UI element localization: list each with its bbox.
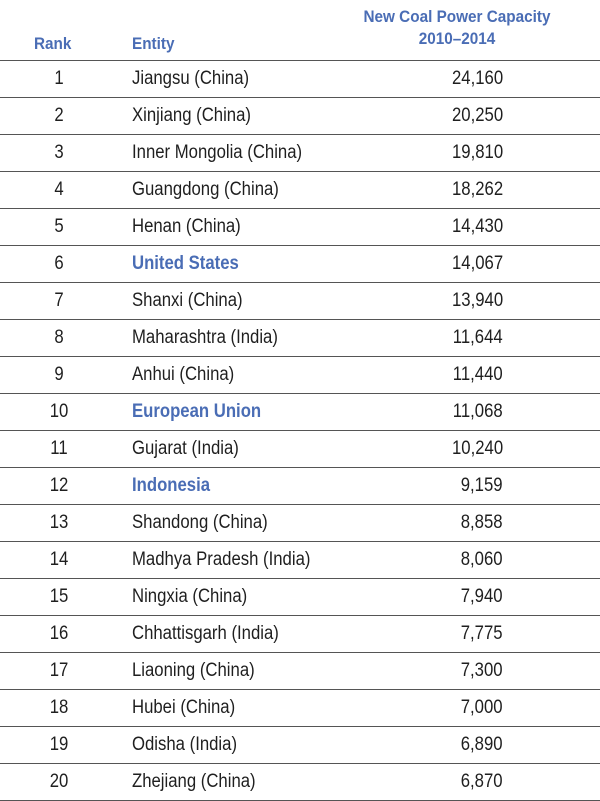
entity-cell: Madhya Pradesh (India)	[132, 549, 311, 570]
entity-cell: Liaoning (China)	[132, 660, 255, 681]
rank-cell: 8	[54, 327, 64, 348]
capacity-value-cell: 7,000	[461, 697, 503, 718]
rank-cell: 3	[54, 142, 64, 163]
rank-cell: 15	[49, 586, 69, 607]
table-row	[0, 245, 600, 282]
rank-cell: 17	[49, 660, 69, 681]
capacity-value-cell: 6,870	[461, 771, 503, 792]
table-row	[0, 97, 600, 134]
capacity-value-cell: 14,067	[451, 253, 503, 274]
entity-cell: Xinjiang (China)	[132, 105, 251, 126]
table-row	[0, 504, 600, 541]
capacity-value-cell: 24,160	[451, 68, 503, 89]
rank-cell: 7	[54, 290, 64, 311]
entity-cell: Guangdong (China)	[132, 179, 279, 200]
capacity-value-cell: 7,300	[461, 660, 503, 681]
rank-cell: 16	[49, 623, 69, 644]
capacity-value-cell: 11,644	[453, 327, 503, 348]
capacity-value-cell: 11,440	[453, 364, 503, 385]
table-row	[0, 393, 600, 430]
entity-cell: Ningxia (China)	[132, 586, 248, 607]
rank-cell: 1	[54, 68, 64, 89]
entity-cell: United States	[132, 253, 239, 274]
rank-cell: 13	[49, 512, 69, 533]
capacity-value-cell: 6,890	[461, 734, 503, 755]
capacity-value-cell: 19,810	[451, 142, 503, 163]
table-row	[0, 763, 600, 801]
entity-cell: Anhui (China)	[132, 364, 235, 385]
capacity-value-cell: 18,262	[451, 179, 503, 200]
entity-cell: Chhattisgarh (India)	[132, 623, 279, 644]
capacity-value-cell: 11,068	[453, 401, 503, 422]
table-row	[0, 356, 600, 393]
rank-cell: 6	[54, 253, 64, 274]
capacity-value-cell: 8,060	[461, 549, 503, 570]
capacity-value-cell: 10,240	[451, 438, 503, 459]
table-row	[0, 689, 600, 726]
capacity-header-line1: New Coal Power Capacity	[363, 7, 551, 26]
rank-cell: 19	[49, 734, 69, 755]
table-row	[0, 467, 600, 504]
rank-cell: 10	[49, 401, 69, 422]
table-row	[0, 282, 600, 319]
rank-column-header: Rank	[34, 34, 72, 53]
capacity-value-cell: 8,858	[461, 512, 503, 533]
rank-cell: 20	[49, 771, 69, 792]
table-row	[0, 60, 600, 97]
table-row	[0, 134, 600, 171]
table-row	[0, 319, 600, 356]
rank-cell: 4	[54, 179, 64, 200]
rank-cell: 9	[54, 364, 64, 385]
entity-cell: Indonesia	[132, 475, 211, 496]
capacity-header-line2: 2010–2014	[418, 29, 496, 48]
entity-cell: Inner Mongolia (China)	[132, 142, 303, 163]
table-row	[0, 578, 600, 615]
capacity-value-cell: 13,940	[451, 290, 503, 311]
capacity-value-cell: 7,775	[461, 623, 503, 644]
rank-cell: 2	[54, 105, 64, 126]
entity-cell: Gujarat (India)	[132, 438, 239, 459]
entity-cell: Zhejiang (China)	[132, 771, 256, 792]
entity-cell: Jiangsu (China)	[132, 68, 250, 89]
table-row	[0, 541, 600, 578]
table-body	[0, 60, 600, 801]
rank-cell: 11	[50, 438, 68, 459]
entity-cell: Shandong (China)	[132, 512, 268, 533]
capacity-value-cell: 9,159	[461, 475, 503, 496]
rank-cell: 18	[49, 697, 69, 718]
rank-cell: 12	[49, 475, 69, 496]
table-row	[0, 430, 600, 467]
rank-cell: 5	[54, 216, 64, 237]
rank-cell: 14	[49, 549, 69, 570]
table-row	[0, 171, 600, 208]
table-row	[0, 726, 600, 763]
entity-cell: Shanxi (China)	[132, 290, 243, 311]
capacity-value-cell: 14,430	[451, 216, 503, 237]
table-row	[0, 652, 600, 689]
entity-column-header: Entity	[132, 34, 175, 53]
entity-cell: European Union	[132, 401, 262, 422]
entity-cell: Maharashtra (India)	[132, 327, 278, 348]
entity-cell: Hubei (China)	[132, 697, 236, 718]
capacity-value-cell: 20,250	[451, 105, 503, 126]
table-row	[0, 208, 600, 245]
table-header	[0, 0, 600, 60]
entity-cell: Odisha (India)	[132, 734, 238, 755]
capacity-column-header	[354, 6, 561, 50]
entity-cell: Henan (China)	[132, 216, 241, 237]
capacity-value-cell: 7,940	[461, 586, 503, 607]
table-row	[0, 615, 600, 652]
